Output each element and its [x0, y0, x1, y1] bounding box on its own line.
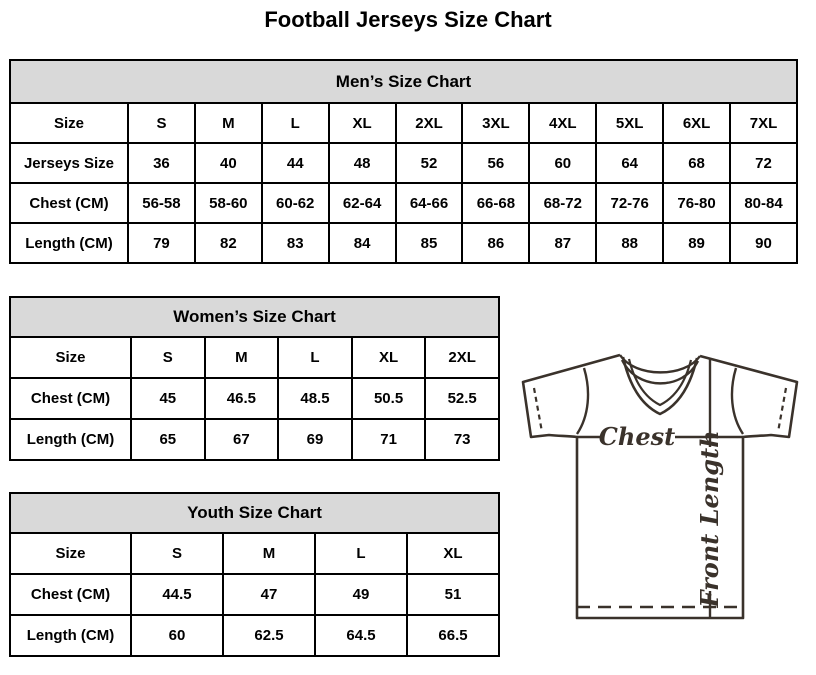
value-cell: 69 [278, 419, 352, 460]
value-cell: 36 [128, 143, 195, 183]
value-cell: 49 [315, 574, 407, 615]
value-cell: 4XL [529, 103, 596, 143]
value-cell: 5XL [596, 103, 663, 143]
value-cell: 79 [128, 223, 195, 263]
right-armhole-seam [732, 368, 743, 434]
table-row [10, 337, 499, 378]
value-cell: S [131, 533, 223, 574]
vneck-inner-line [629, 359, 691, 405]
jersey-measurement-diagram [510, 346, 810, 631]
value-cell: 40 [195, 143, 262, 183]
jersey-outline [523, 355, 797, 618]
value-cell: 44.5 [131, 574, 223, 615]
value-cell: 50.5 [352, 378, 426, 419]
value-cell: 86 [462, 223, 529, 263]
value-cell: 3XL [462, 103, 529, 143]
women-size-chart-section [9, 296, 500, 461]
value-cell: 2XL [396, 103, 463, 143]
value-cell: 84 [329, 223, 396, 263]
youth-table-body [10, 533, 499, 656]
value-cell: 58-60 [195, 183, 262, 223]
value-cell: 85 [396, 223, 463, 263]
women-size-table [9, 336, 500, 461]
row-label-cell: Size [10, 103, 128, 143]
value-cell: 65 [131, 419, 205, 460]
value-cell: 80-84 [730, 183, 797, 223]
value-cell: 66-68 [462, 183, 529, 223]
women-table-body [10, 337, 499, 460]
value-cell: 56 [462, 143, 529, 183]
men-size-chart-section [9, 59, 798, 264]
value-cell: 62.5 [223, 615, 315, 656]
value-cell: L [278, 337, 352, 378]
table-row [10, 103, 797, 143]
value-cell: 90 [730, 223, 797, 263]
value-cell: 2XL [425, 337, 499, 378]
value-cell: 62-64 [329, 183, 396, 223]
value-cell: S [131, 337, 205, 378]
row-label-cell: Length (CM) [10, 615, 131, 656]
value-cell: 51 [407, 574, 499, 615]
youth-section-title-bar [9, 492, 500, 534]
value-cell: 64.5 [315, 615, 407, 656]
value-cell: XL [329, 103, 396, 143]
value-cell: 44 [262, 143, 329, 183]
table-row [10, 183, 797, 223]
value-cell: 46.5 [205, 378, 279, 419]
table-row [10, 574, 499, 615]
value-cell: 73 [425, 419, 499, 460]
jersey-diagram-icon [510, 346, 810, 631]
value-cell: L [262, 103, 329, 143]
value-cell: M [223, 533, 315, 574]
value-cell: 71 [352, 419, 426, 460]
row-label-cell: Length (CM) [10, 419, 131, 460]
value-cell: 60-62 [262, 183, 329, 223]
men-table-body [10, 103, 797, 263]
row-label-cell: Jerseys Size [10, 143, 128, 183]
value-cell: 48.5 [278, 378, 352, 419]
value-cell: 68 [663, 143, 730, 183]
row-label-cell: Chest (CM) [10, 183, 128, 223]
value-cell: 72-76 [596, 183, 663, 223]
value-cell: 7XL [730, 103, 797, 143]
table-row [10, 223, 797, 263]
women-section-title: Women’s Size Chart [173, 307, 336, 326]
page-title: Football Jerseys Size Chart [264, 7, 552, 32]
left-cuff-dashed-line [534, 388, 542, 432]
value-cell: 48 [329, 143, 396, 183]
value-cell: XL [407, 533, 499, 574]
left-armhole-seam [577, 368, 588, 434]
value-cell: 56-58 [128, 183, 195, 223]
front-length-label: Front Length [695, 430, 724, 608]
row-label-cell: Size [10, 337, 131, 378]
value-cell: 72 [730, 143, 797, 183]
value-cell: 64 [596, 143, 663, 183]
value-cell: 47 [223, 574, 315, 615]
value-cell: XL [352, 337, 426, 378]
table-row [10, 143, 797, 183]
value-cell: 66.5 [407, 615, 499, 656]
women-section-title-bar [9, 296, 500, 338]
value-cell: 82 [195, 223, 262, 263]
value-cell: M [195, 103, 262, 143]
value-cell: 68-72 [529, 183, 596, 223]
value-cell: 52 [396, 143, 463, 183]
table-row [10, 419, 499, 460]
table-row [10, 378, 499, 419]
row-label-cell: Length (CM) [10, 223, 128, 263]
value-cell: 60 [529, 143, 596, 183]
value-cell: 83 [262, 223, 329, 263]
value-cell: 6XL [663, 103, 730, 143]
table-row [10, 615, 499, 656]
value-cell: 60 [131, 615, 223, 656]
value-cell: 87 [529, 223, 596, 263]
men-section-title: Men’s Size Chart [335, 71, 472, 91]
chest-label: Chest [598, 422, 676, 451]
youth-section-title: Youth Size Chart [187, 503, 322, 522]
men-size-table [9, 102, 798, 264]
value-cell: S [128, 103, 195, 143]
value-cell: 45 [131, 378, 205, 419]
row-label-cell: Size [10, 533, 131, 574]
value-cell: 88 [596, 223, 663, 263]
youth-size-table [9, 532, 500, 657]
value-cell: 76-80 [663, 183, 730, 223]
table-row [10, 533, 499, 574]
youth-size-chart-section [9, 492, 500, 657]
value-cell: M [205, 337, 279, 378]
value-cell: 89 [663, 223, 730, 263]
row-label-cell: Chest (CM) [10, 574, 131, 615]
value-cell: 67 [205, 419, 279, 460]
value-cell: 52.5 [425, 378, 499, 419]
row-label-cell: Chest (CM) [10, 378, 131, 419]
men-section-title-bar [9, 59, 798, 104]
right-cuff-dashed-line [778, 388, 786, 432]
value-cell: 64-66 [396, 183, 463, 223]
value-cell: L [315, 533, 407, 574]
